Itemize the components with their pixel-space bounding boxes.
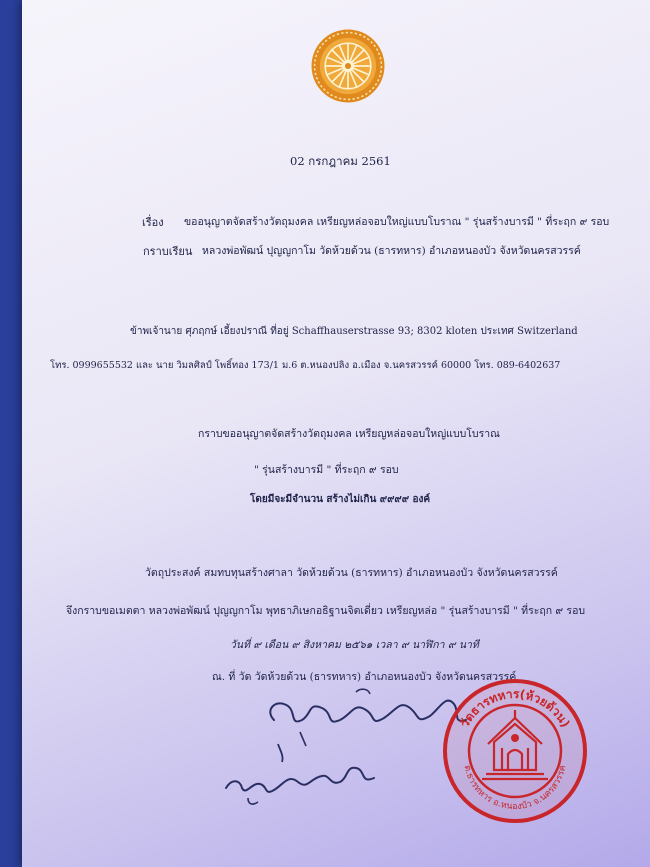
dharma-wheel-emblem: [310, 28, 386, 104]
blessing-line: จึงกราบขอเมตตา หลวงพ่อพัฒน์ ปุญญกาโม พุทธาภิเษกอธิฐานจิตเดี่ยว เหรียญหล่อ " รุ่นสร้างบารมี " ที่ระฤก ๙ รอบ: [66, 605, 586, 617]
salutation-text: หลวงพ่อพัฒน์ ปุญญกาโม วัดห้วยด้วน (ธารทหาร) อำเภอหนองบัว จังหวัดนครสวรรค์: [202, 245, 581, 257]
purpose-line: วัตถุประสงค์ สมทบทุนสร้างศาลา วัดห้วยด้วน (ธารทหาร) อำเภอหนองบัว จังหวัดนครสวรรค์: [145, 567, 558, 579]
subject-text: ขออนุญาตจัดสร้างวัตถุมงคล เหรียญหล่อจอบใหญ่แบบโบราณ " รุ่นสร้างบารมี " ที่ระฤก ๙ รอบ: [184, 216, 610, 228]
document-date: 02 กรกฎาคม 2561: [290, 154, 391, 168]
seal-bottom-text: ต.ธารทหาร อ.หนองบัว จ.นครสวรรค์: [461, 764, 569, 813]
salutation-label: กราบเรียน: [143, 245, 193, 258]
body-line-2: โทร. 0999655532 และ นาย วิมลศิลป์ โพธิ์ทอง 173/1 ม.6 ต.หนองปลิง อ.เมือง จ.นครสวรรค์ 60000 โทร. 089-6402637: [50, 360, 561, 371]
signature-applicant: [218, 738, 388, 808]
request-line-2: " รุ่นสร้างบารมี " ที่ระฤก ๙ รอบ: [254, 464, 399, 476]
ceremony-place: ณ. ที่ วัด วัดห้วยด้วน (ธารทหาร) อำเภอหนองบัว จังหวัดนครสวรรค์: [212, 671, 517, 683]
seal-top-text: วัดธารทหาร(ห้วยด้วน): [457, 686, 573, 730]
subject-label: เรื่อง: [142, 216, 164, 229]
temple-seal-stamp: [442, 678, 588, 824]
request-line-3: โดยมีจะมีจำนวน สร้างไม่เกิน ๙๙๙๙ องค์: [250, 494, 431, 505]
document-page: [22, 0, 650, 867]
body-line-1: ข้าพเจ้านาย ศุภฤกษ์ เอี้ยงปราณี ที่อยู่ Schaffhauserstrasse 93; 8302 kloten ประเทศ Switzerland: [130, 326, 578, 337]
request-line-1: กราบขออนุญาตจัดสร้างวัตถุมงคล เหรียญหล่อจอบใหญ่แบบโบราณ: [198, 428, 500, 440]
ceremony-date: วันที่ ๙ เดือน ๙ สิงหาคม ๒๕๖๑ เวลา ๙ นาฬิกา ๙ นาที: [230, 639, 479, 651]
